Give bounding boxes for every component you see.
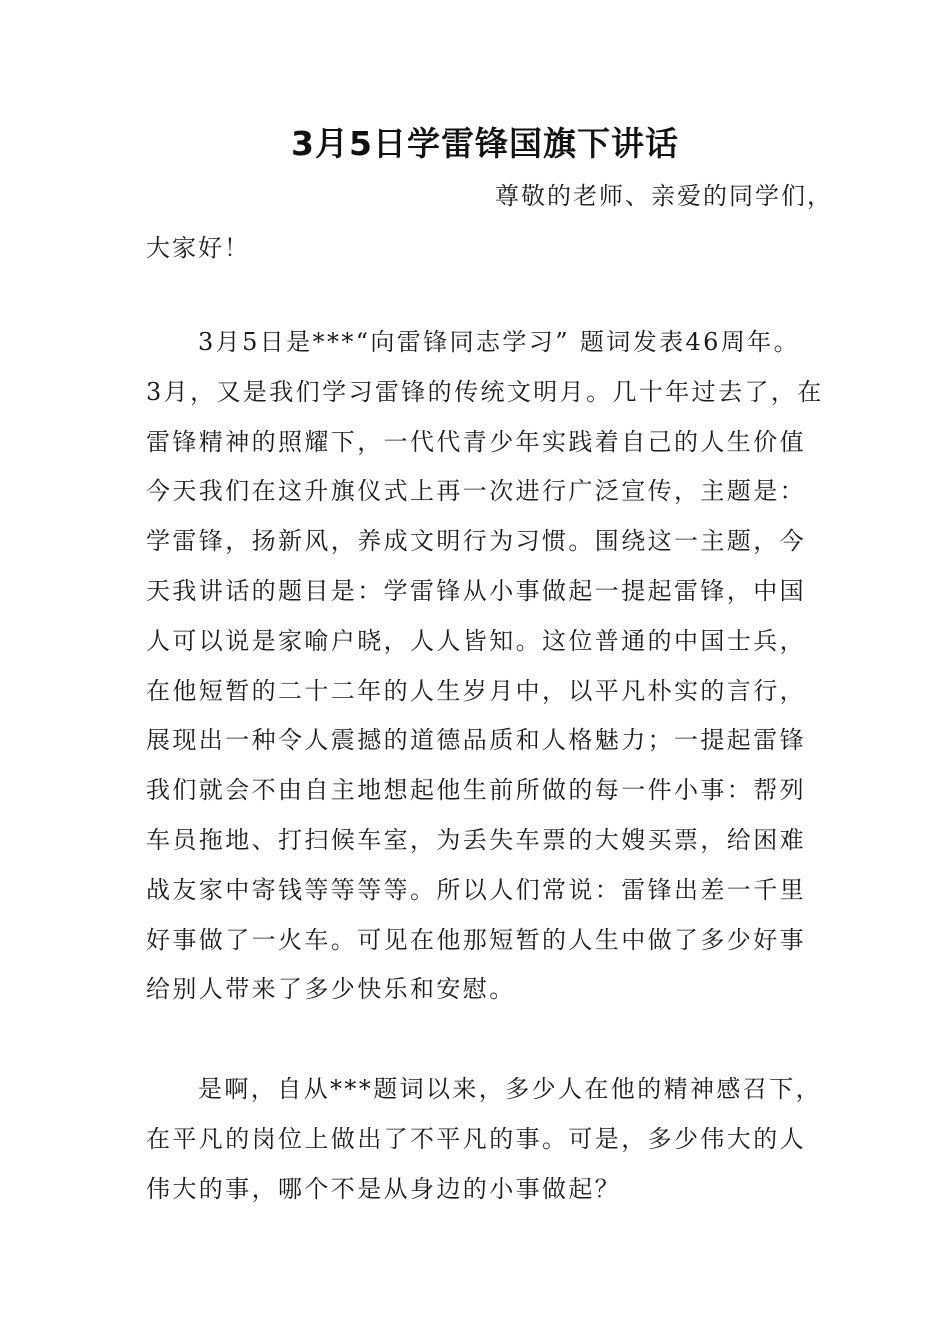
paragraph-line: 3月5日是***“向雷锋同志学习” 题词发表46周年。 bbox=[198, 328, 801, 356]
salutation: 尊敬的老师、亲爱的同学们， bbox=[495, 182, 833, 210]
paragraph-line: 好事做了一火车。可见在他那短暂的人生中做了多少好事 bbox=[146, 925, 806, 954]
paragraph-line: 伟大的事，哪个不是从身边的小事做起？ bbox=[146, 1174, 622, 1203]
paragraph-line: 人可以说是家喻户晓，人人皆知。这位普通的中国士兵， bbox=[146, 626, 806, 655]
opening-greeting: 大家好！ bbox=[146, 234, 250, 262]
paragraph-line: 车员拖地、打扫候车室，为丢失车票的大嫂买票，给困难 bbox=[146, 825, 806, 854]
paragraph-line: 给别人带来了多少快乐和安慰。 bbox=[146, 975, 516, 1004]
paragraph-line: 今天我们在这升旗仪式上再一次进行广泛宣传，主题是： bbox=[146, 477, 806, 506]
paragraph-1 bbox=[146, 318, 836, 1015]
paragraph-line: 展现出一种令人震撼的道德品质和人格魅力；一提起雷锋 bbox=[146, 726, 806, 755]
paragraph-line: 雷锋精神的照耀下，一代代青少年实践着自己的人生价值 bbox=[146, 427, 806, 456]
paragraph-line: 在平凡的岗位上做出了不平凡的事。可是，多少伟大的人 bbox=[146, 1124, 806, 1153]
paragraph-line: 天我讲话的题目是：学雷锋从小事做起一提起雷锋，中国 bbox=[146, 576, 806, 605]
paragraph-line: 3月，又是我们学习雷锋的传统文明月。几十年过去了，在 bbox=[146, 377, 824, 406]
paragraph-line: 学雷锋，扬新风，养成文明行为习惯。围绕这一主题，今 bbox=[146, 527, 806, 556]
paragraph-line: 在他短暂的二十二年的人生岁月中，以平凡朴实的言行， bbox=[146, 676, 806, 705]
paragraph-line: 是啊，自从***题词以来，多少人在他的精神感召下， bbox=[198, 1075, 822, 1103]
paragraph-2 bbox=[146, 1065, 836, 1214]
paragraph-line: 我们就会不由自主地想起他生前所做的每一件小事：帮列 bbox=[146, 776, 806, 805]
document-title: 3月5日学雷锋国旗下讲话 bbox=[291, 124, 679, 163]
paragraph-line: 战友家中寄钱等等等等。所以人们常说：雷锋出差一千里 bbox=[146, 875, 806, 904]
